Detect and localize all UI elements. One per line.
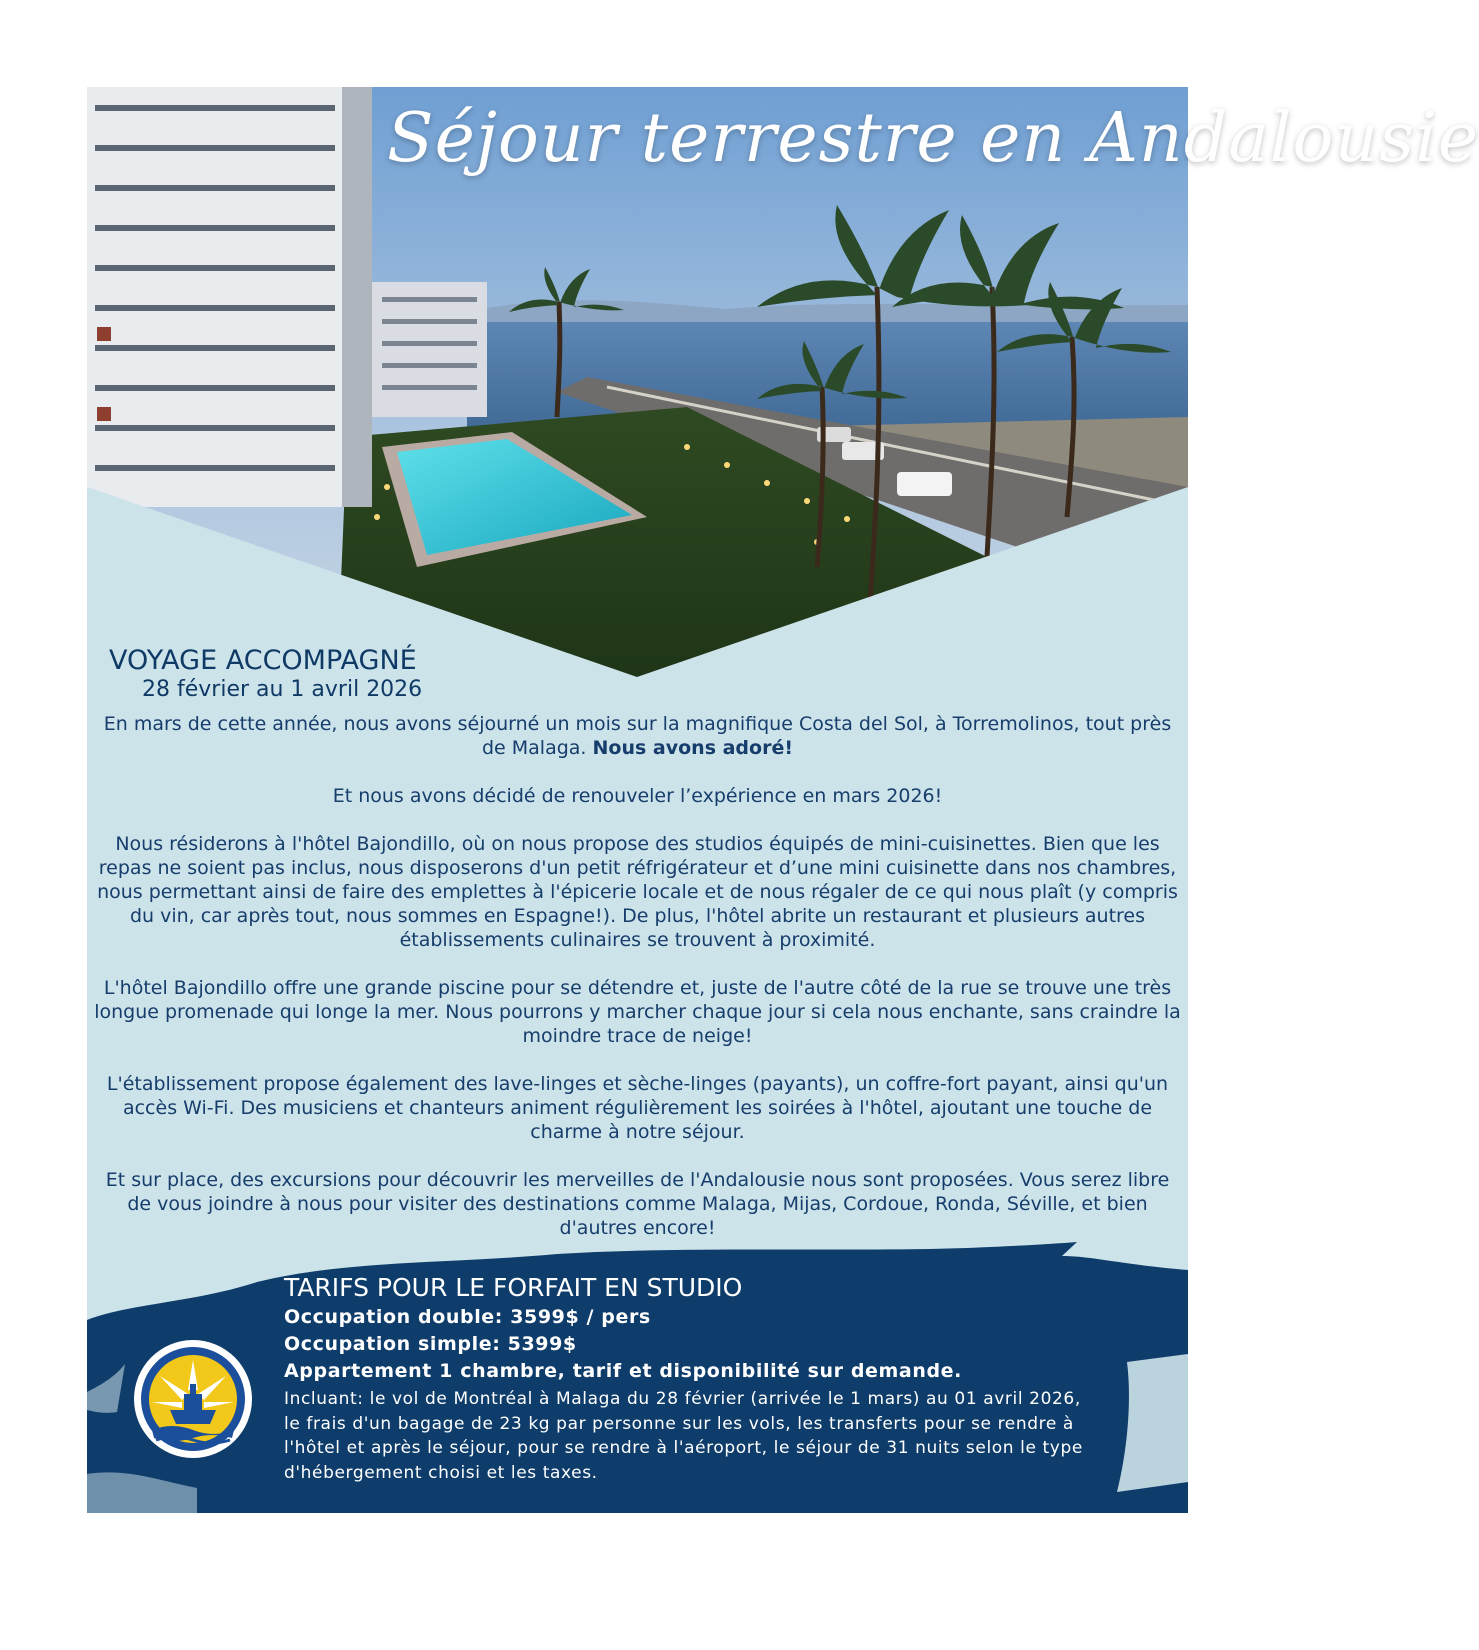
paragraph-amenities: L'établissement propose également des lave-linges et sèche-linges (payants), un coffre-fort payant, ainsi qu'un accès Wi-Fi. Des musiciens et chanteurs animent régulièrement les soirées à l'hôtel, ajoutant une touche de charme à notre séjour. [106, 1073, 1169, 1143]
body-text [93, 712, 1182, 1264]
pricing-details [284, 1272, 1084, 1485]
paragraph-intro-text: En mars de cette année, nous avons séjourné un mois sur la magnifique Costa del Sol, à Torremolinos, tout près de Malaga. [103, 713, 1172, 759]
pricing-title: TARIFS POUR LE FORFAIT EN STUDIO [284, 1273, 743, 1302]
paragraph-intro [93, 712, 1182, 760]
pricing-includes: Incluant: le vol de Montréal à Malaga du 28 février (arrivée le 1 mars) au 01 avril 2026, le frais d'un bagage de 23 kg par personne sur les vols, les transferts pour se rendre à l'hôtel et après le séjour, pour se rendre à l'aéroport, le séjour de 31 nuits selon le type d'hébergement choisi et les taxes. [284, 1389, 1083, 1483]
paragraph-hotel: Nous résiderons à l'hôtel Bajondillo, où on nous propose des studios équipés de mini-cuisinettes. Bien que les repas ne soient pas inclus, nous disposerons d'un petit réfrigérateur et d’une mini cuisinette dans nos chambres, nous permettant ainsi de faire des emplettes à l'épicerie locale et de nous régaler de ce qui nous plaît (y compris du vin, car après tout, nous sommes en Espagne!). De plus, l'hôtel abrite un restaurant et plusieurs autres établissements culinaires se trouvent à proximité. [97, 833, 1178, 951]
pricing-band [87, 1242, 1188, 1513]
flyer-page [87, 87, 1479, 1513]
hero-title: Séjour terrestre en Andalousie [387, 99, 1479, 178]
price-apartment: Appartement 1 chambre, tarif et disponibilité sur demande. [284, 1360, 962, 1382]
paragraph-pool: L'hôtel Bajondillo offre une grande piscine pour se détendre et, juste de l'autre côté de la rue se trouve une très longue promenade qui longe la mer. Nous pourrons y marcher chaque jour si cela nous enchante, sans craindre la moindre trace de neige! [94, 977, 1181, 1047]
trip-dates: 28 février au 1 avril 2026 [142, 677, 423, 702]
price-double-occupancy: Occupation double: 3599$ / pers [284, 1306, 651, 1328]
price-single-occupancy: Occupation simple: 5399$ [284, 1333, 577, 1355]
ship-sun-emblem-icon [132, 1338, 254, 1460]
paragraph-renew: Et nous avons décidé de renouveler l’expérience en mars 2026! [332, 785, 943, 807]
paragraph-intro-emphasis: Nous avons adoré! [592, 737, 794, 759]
paragraph-excursions: Et sur place, des excursions pour découvrir les merveilles de l'Andalousie nous sont proposées. Vous serez libre de vous joindre à nous pour visiter des destinations comme Malaga, Mijas, Cordoue, Ronda, Séville, et bien d'autres encore! [105, 1169, 1170, 1239]
trip-type-heading: VOYAGE ACCOMPAGNÉ [109, 645, 417, 676]
hero-photo [87, 87, 1479, 677]
